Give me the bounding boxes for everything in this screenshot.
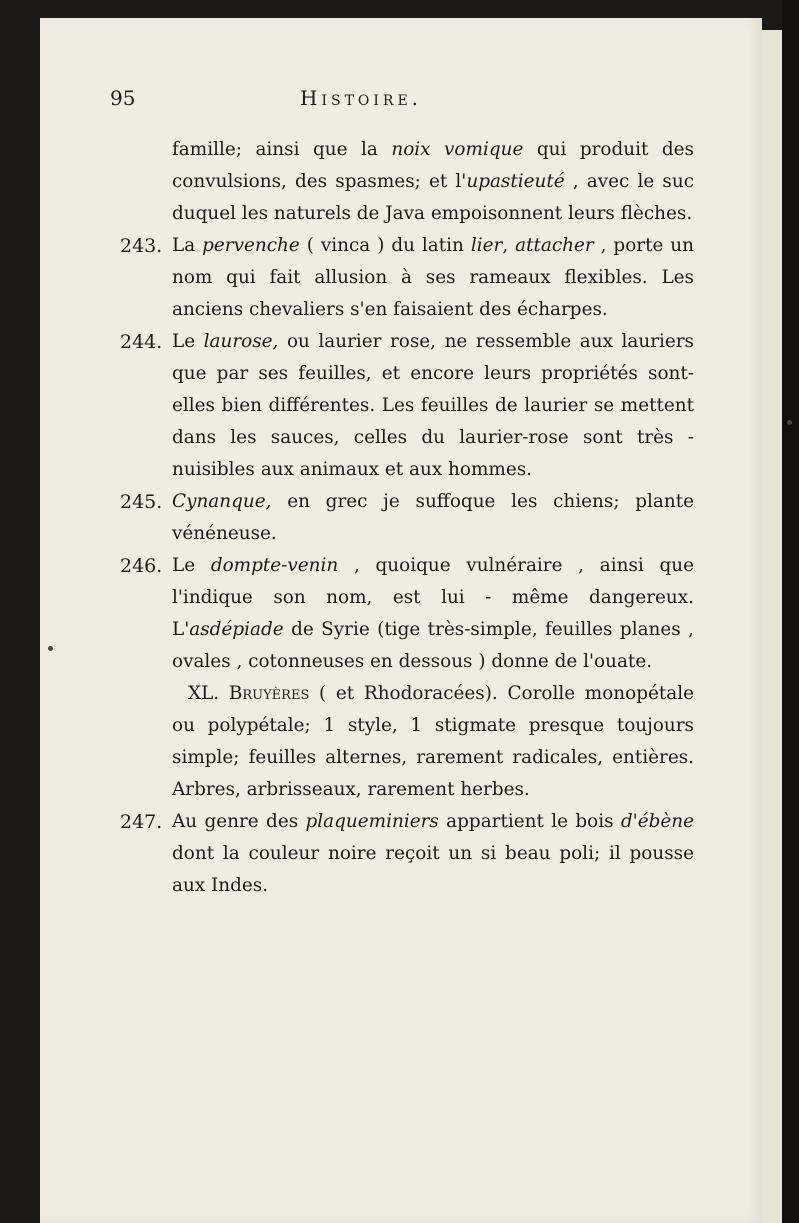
italic-term: attacher bbox=[515, 235, 594, 256]
next-page-edge bbox=[762, 30, 782, 1223]
italic-term: laurose, bbox=[203, 331, 279, 352]
italic-term: pervenche bbox=[202, 235, 300, 256]
text-run: en grec je suffoque les chiens; plante vénéneuse. bbox=[172, 491, 694, 544]
numbered-entry bbox=[120, 486, 694, 550]
text-run: La bbox=[172, 235, 203, 256]
italic-term: asdépiade bbox=[189, 619, 284, 640]
entry-number: 244. bbox=[120, 331, 163, 353]
page-number: 95 bbox=[110, 86, 136, 110]
text-run: , avec le suc duquel les naturels de Java empoisonnent leurs flèches. bbox=[172, 171, 694, 224]
dark-background-strip bbox=[782, 0, 799, 1223]
italic-term: plaqueminiers bbox=[305, 811, 439, 832]
entry-number: 247. bbox=[120, 811, 163, 833]
section-heading-paragraph bbox=[172, 678, 694, 806]
entry-number: 245. bbox=[120, 491, 163, 513]
numbered-entry bbox=[120, 230, 694, 326]
italic-term: noix vomique bbox=[391, 139, 524, 160]
italic-term: Cynanque, bbox=[172, 491, 272, 512]
text-run: ( vinca ) du latin bbox=[299, 235, 471, 256]
text-run: appartient le bois bbox=[438, 811, 621, 832]
text-run: de Syrie (tige très-simple, feuilles planes , ovales , cotonneuses en dessous ) donne de l'ouate. bbox=[172, 619, 694, 672]
text-run: , quoique vulnéraire , ainsi que l'indique son nom, est lui - même dangereux. L' bbox=[172, 555, 694, 640]
body-text bbox=[120, 134, 694, 902]
text-run: , bbox=[502, 235, 516, 256]
text-run: Le bbox=[172, 331, 204, 352]
running-title: Histoire. bbox=[300, 86, 423, 110]
entry-number: 246. bbox=[120, 555, 163, 577]
numbered-entry bbox=[120, 326, 694, 486]
margin-dot bbox=[48, 646, 53, 651]
text-run: , porte un nom qui fait allusion à ses rameaux flexibles. Les anciens chevaliers s'en faisaient des écharpes. bbox=[172, 235, 694, 320]
numbered-entry bbox=[120, 550, 694, 678]
margin-dot bbox=[787, 420, 792, 425]
text-run: dont la couleur noire reçoit un si beau poli; il pousse aux Indes. bbox=[172, 843, 694, 896]
text-run: qui produit des convulsions, des spasmes; et l' bbox=[172, 139, 694, 192]
text-run: XL. bbox=[188, 683, 229, 704]
text-run: ( et Rhodoracées). Corolle monopétale ou polypétale; 1 style, 1 stigmate presque toujours simple; feuilles alternes, rarement radicales, entières. Arbres, arbrisseaux, rarement herbes. bbox=[172, 683, 694, 800]
italic-term: upastieuté bbox=[466, 171, 565, 192]
italic-term: lier bbox=[470, 235, 503, 256]
running-head bbox=[110, 86, 570, 116]
text-run: famille; ainsi que la bbox=[172, 139, 392, 160]
text-run: Au genre des bbox=[172, 811, 306, 832]
continuation-paragraph bbox=[172, 134, 694, 230]
numbered-entry bbox=[120, 806, 695, 902]
entry-number: 243. bbox=[120, 235, 163, 257]
italic-term: d'ébène bbox=[620, 811, 695, 832]
italic-term: dompte-venin bbox=[210, 555, 339, 576]
text-run: ou laurier rose, ne ressemble aux lauriers que par ses feuilles, et encore leurs propriétés sont-elles bien différentes. Les feuilles de laurier se mettent dans les sauces, celles du laurier-rose sont très - nuisibles aux animaux et aux hommes. bbox=[172, 331, 694, 480]
text-run: Le bbox=[172, 555, 211, 576]
small-caps-term: Bruyères bbox=[228, 683, 310, 704]
